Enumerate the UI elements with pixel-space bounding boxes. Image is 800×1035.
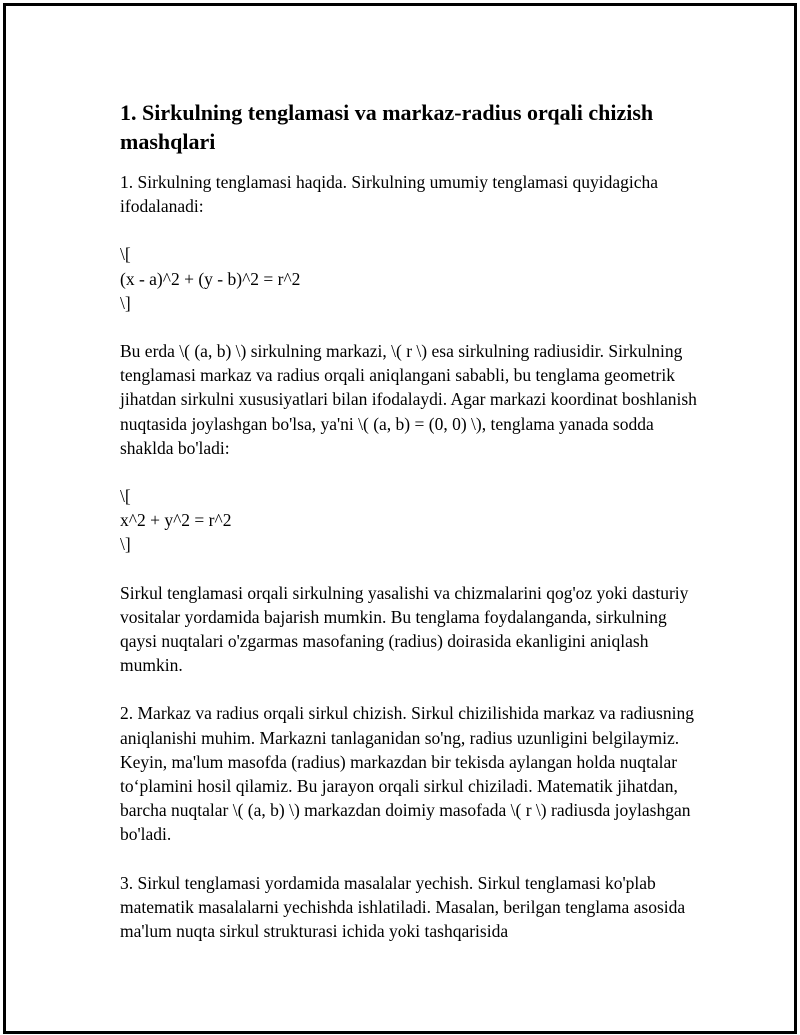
formula-close-bracket: \] bbox=[120, 534, 131, 555]
page-frame bbox=[3, 3, 797, 1034]
formula-expression: x^2 + y^2 = r^2 bbox=[120, 510, 232, 531]
document-body bbox=[120, 98, 700, 967]
paragraph-intro: 1. Sirkulning tenglamasi haqida. Sirkulning umumiy tenglamasi quyidagicha ifodalanadi: bbox=[120, 172, 659, 217]
paragraph-usage: Sirkul tenglamasi orqali sirkulning yasalishi va chizmalarini qog'oz yoki dasturiy vositalar yordamida bajarish mumkin. Bu tenglama foydalanganda, sirkulning qaysi nuqtalari o'zgarmas masofaning (radius) doirasida ekanligini aniqlash mumkin. bbox=[120, 582, 689, 676]
formula-general bbox=[120, 242, 700, 315]
formula-expression: (x - a)^2 + (y - b)^2 = r^2 bbox=[120, 268, 301, 289]
formula-open-bracket: \[ bbox=[120, 486, 131, 507]
paragraph-section-3: 3. Sirkul tenglamasi yordamida masalalar yechish. Sirkul tenglamasi ko'plab matematik masalalarni yechishda ishlatiladi. Masalan, berilgan tenglama asosida ma'lum nuqta sirkul strukturasi ichida yoki tashqarisida bbox=[120, 872, 686, 942]
paragraph-center-radius: Bu erda \( (a, b) \) sirkulning markazi, \( r \) esa sirkulning radiusidir. Sirkulning tenglamasi markaz va radius orqali aniqlangani sababli, bu tenglama geometrik jihatdan sirkulni xususiyatlari bilan ifodalaydi. Agar markazi koordinat boshlanish nuqtasida joylashgan bo'lsa, ya'ni \( (a, b) = (0, 0) \), tenglama yanada sodda shaklda bo'ladi: bbox=[120, 341, 697, 458]
formula-origin bbox=[120, 484, 700, 557]
document-title: 1. Sirkulning tenglamasi va markaz-radius orqali chizish mashqlari bbox=[120, 100, 654, 154]
formula-close-bracket: \] bbox=[120, 292, 131, 313]
paragraph-section-2: 2. Markaz va radius orqali sirkul chizish. Sirkul chizilishida markaz va radiusning aniqlanishi muhim. Markazni tanlaganidan so'ng, radius uzunligini belgilaymiz. Keyin, ma'lum masofda (radius) markazdan bir tekisda aylangan holda nuqtalar to‘plamini hosil qilamiz. Bu jarayon orqali sirkul chiziladi. Matematik jihatdan, barcha nuqtalar \( (a, b) \) markazdan doimiy masofada \( r \) radiusda joylashgan bo'ladi. bbox=[120, 703, 694, 845]
formula-open-bracket: \[ bbox=[120, 244, 131, 265]
